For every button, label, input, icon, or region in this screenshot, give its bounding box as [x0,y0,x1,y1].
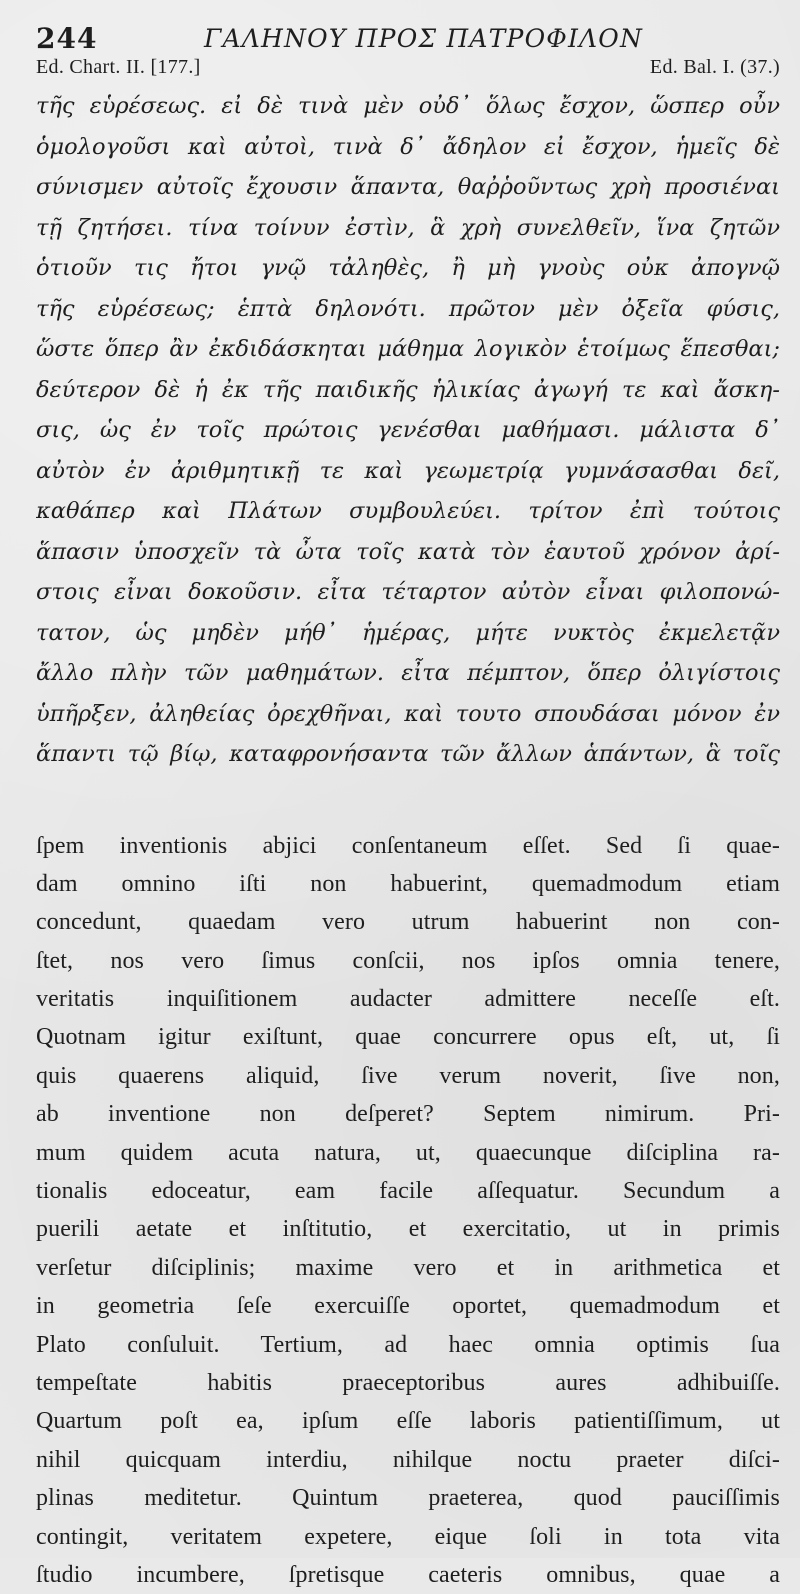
greek-line: ἅπαντι τῷ βίῳ, καταφρονήσαντα τῶν ἄλλων ἁπάντων, ἃ τοῖς [36,734,780,775]
greek-line: ἄλλο πλὴν τῶν μαθημάτων. εἶτα πέμπτον, ὅπερ ὀλιγίστοις [36,653,780,694]
latin-line: mum quidem acuta natura, ut, quaecunque diſciplina ra- [36,1134,780,1172]
greek-line: τῇ ζητήσει. τίνα τοίνυν ἐστὶν, ἃ χρὴ συνελθεῖν, ἵνα ζητῶν [36,208,780,249]
greek-line: στοις εἶναι δοκοῦσιν. εἶτα τέταρτον αὐτὸν εἶναι φιλοπονώ- [36,572,780,613]
latin-line: ſtet, nos vero ſimus conſcii, nos ipſos omnia tenere, [36,942,780,980]
latin-line: dam omnino iſti non habuerint, quemadmodum etiam [36,865,780,903]
greek-line: καθάπερ καὶ Πλάτων συμβουλεύει. τρίτον ἐπὶ τούτοις [36,491,780,532]
latin-line: Quartum poſt ea, ipſum eſſe laboris patientiſſimum, ut [36,1402,780,1440]
running-head [36,14,782,54]
latin-line: in geometria ſeſe exercuiſſe oportet, quemadmodum et [36,1287,780,1325]
greek-line: ὑπῆρξεν, ἀληθείας ὀρεχθῆναι, καὶ τουτο σπουδάσαι μόνον ἐν [36,694,780,735]
latin-line: ſtudio incumbere, ſpretisque caeteris omnibus, quae a [36,1556,780,1594]
greek-line: δεύτερον δὲ ἡ ἐκ τῆς παιδικῆς ἡλικίας ἀγωγή τε καὶ ἄσκη- [36,370,780,411]
greek-line: τῆς εὑρέσεως. εἰ δὲ τινὰ μὲν οὐδ᾽ ὅλως ἔσχον, ὥσπερ οὖν [36,86,780,127]
greek-line: σις, ὡς ἐν τοῖς πρώτοις γενέσθαι μαθήμασι. μάλιστα δ᾽ [36,410,780,451]
latin-line: contingit, veritatem expetere, eique ſoli in tota vita [36,1518,780,1556]
latin-line: Plato conſuluit. Tertium, ad haec omnia optimis ſua [36,1326,780,1364]
edition-references [36,54,782,84]
greek-line: ἅπασιν ὑποσχεῖν τὰ ὦτα τοῖς κατὰ τὸν ἑαυτοῦ χρόνον ἀρί- [36,532,780,573]
latin-line: nihil quicquam interdiu, nihilque noctu praeter diſci- [36,1441,780,1479]
latin-line: puerili aetate et inſtitutio, et exercitatio, ut in primis [36,1210,780,1248]
latin-text-block [36,827,782,1594]
latin-line: Quotnam igitur exiſtunt, quae concurrere opus eſt, ut, ſi [36,1018,780,1056]
latin-line: veritatis inquiſitionem audacter admittere neceſſe eſt. [36,980,780,1018]
greek-line: τῆς εὑρέσεως; ἑπτὰ δηλονότι. πρῶτον μὲν ὀξεῖα φύσις, [36,289,780,330]
latin-line: quis quaerens aliquid, ſive verum noverit, ſive non, [36,1057,780,1095]
edition-reference-bal: Ed. Bal. I. (37.) [650,56,780,79]
latin-line: concedunt, quaedam vero utrum habuerint non con- [36,903,780,941]
latin-line: tempeſtate habitis praeceptoribus aures adhibuiſſe. [36,1364,780,1402]
greek-text-block [36,86,782,775]
latin-line: plinas meditetur. Quintum praeterea, quod pauciſſimis [36,1479,780,1517]
column-gap [36,775,782,827]
greek-line: τατον, ὡς μηδὲν μήθ᾽ ἡμέρας, μήτε νυκτὸς ἐκμελετᾷν [36,613,780,654]
greek-line: ὁμολογοῦσι καὶ αὐτοὶ, τινὰ δ᾽ ἄδηλον εἰ ἔσχον, ἡμεῖς δὲ [36,127,780,168]
edition-reference-chart: Ed. Chart. II. [177.] [36,56,201,79]
latin-line: tionalis edoceatur, eam facile aſſequatur. Secundum a [36,1172,780,1210]
greek-line: αὐτὸν ἐν ἀριθμητικῇ τε καὶ γεωμετρίᾳ γυμνάσασθαι δεῖ, [36,451,780,492]
latin-line: ab inventione non deſperet? Septem nimirum. Pri- [36,1095,780,1133]
greek-line: ὁτιοῦν τις ἤτοι γνῷ τἀληθὲς, ἢ μὴ γνοὺς οὐκ ἀπογνῷ [36,248,780,289]
latin-line: ſpem inventionis abjici conſentaneum eſſet. Sed ſi quae- [36,827,780,865]
greek-line: σύνισμεν αὐτοῖς ἔχουσιν ἅπαντα, θαῤῥοῦντως χρὴ προσιέναι [36,167,780,208]
latin-line: verſetur diſciplinis; maxime vero et in arithmetica et [36,1249,780,1287]
greek-line: ὥστε ὅπερ ἂν ἐκδιδάσκηται μάθημα λογικὸν ἑτοίμως ἕπεσθαι; [36,329,780,370]
running-title: ΓΑΛΗΝΟΥ ΠΡΟΣ ΠΑΤΡΟΦΙΛΟΝ [204,24,643,53]
page-number: 244 [36,22,97,55]
